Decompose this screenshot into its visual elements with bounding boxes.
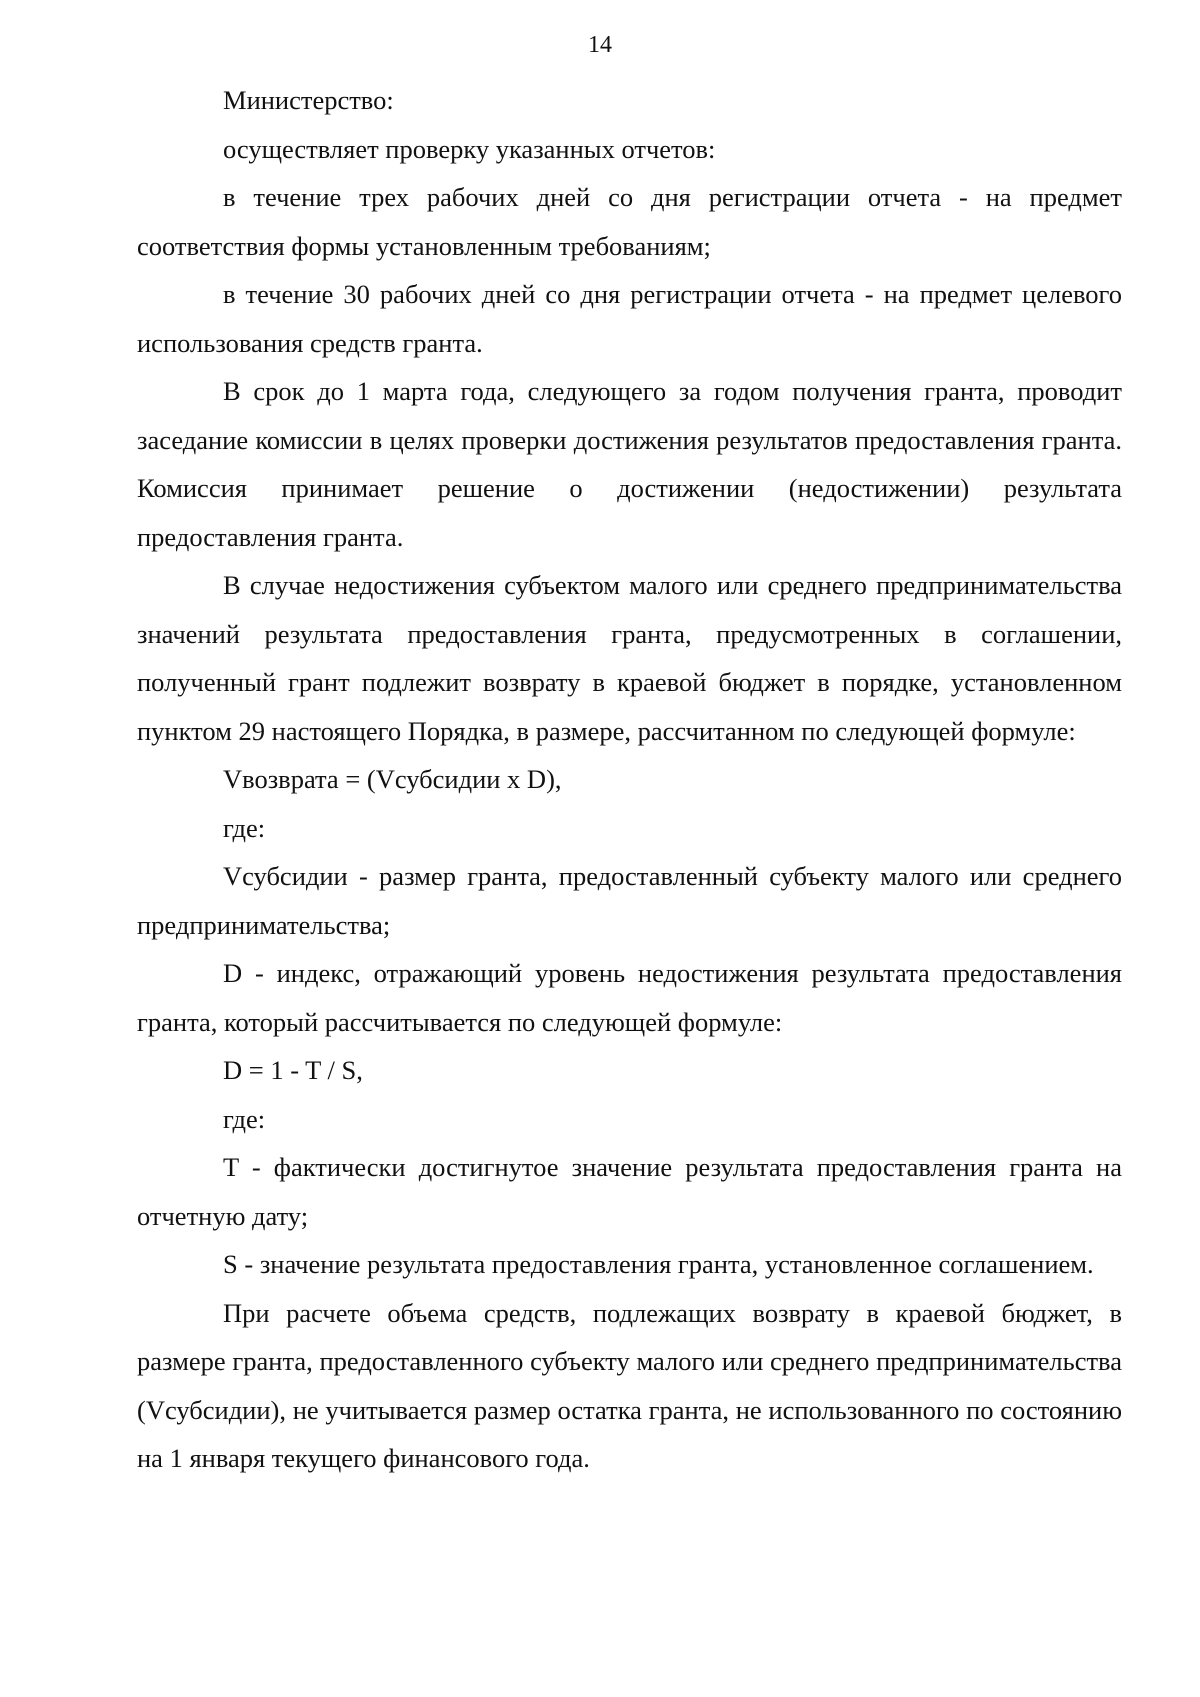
paragraph-calculation-note: При расчете объема средств, подлежащих возврату в краевой бюджет, в размере гранта, предоставленного субъекту малого или среднего предпринимательства (Vсубсидии), не учитывается размер остатка гранта, не использованного по состоянию на 1 января текущего финансового года.: [137, 1297, 1122, 1473]
definition-d-index: D - индекс, отражающий уровень недостижения результата предоставления гранта, который рассчитывается по следующей формуле:: [137, 958, 1122, 1037]
paragraph-report-check: осуществляет проверку указанных отчетов:: [223, 133, 716, 164]
paragraph-thirty-days: в течение 30 рабочих дней со дня регистрации отчета - на предмет целевого использования средств гранта.: [137, 279, 1122, 358]
formula-d: D = 1 - T / S,: [223, 1055, 363, 1085]
formula-v-return: Vвозврата = (Vсубсидии x D),: [223, 764, 562, 794]
paragraph-commission-meeting: В срок до 1 марта года, следующего за годом получения гранта, проводит заседание комиссии в целях проверки достижения результатов предоставления гранта. Комиссия принимает решение о достижении (недостижении) результата предоставления гранта.: [137, 376, 1122, 552]
definition-s: S - значение результата предоставления гранта, установленное соглашением.: [223, 1249, 1094, 1279]
paragraph-three-days: в течение трех рабочих дней со дня регистрации отчета - на предмет соответствия формы установленным требованиям;: [137, 182, 1122, 261]
paragraph-ministry-heading: Министерство:: [223, 85, 394, 115]
where-label-2: где:: [223, 1103, 266, 1134]
where-label-1: где:: [223, 812, 266, 843]
page-number: 14: [588, 32, 612, 58]
definition-v-subsidy: Vсубсидии - размер гранта, предоставленный субъекту малого или среднего предпринимательства;: [137, 861, 1122, 940]
definition-t: T - фактически достигнутое значение результата предоставления гранта на отчетную дату;: [137, 1152, 1122, 1231]
paragraph-grant-return: В случае недостижения субъектом малого или среднего предпринимательства значений результата предоставления гранта, предусмотренных в соглашении, полученный грант подлежит возврату в краевой бюджет в порядке, установленном пунктом 29 настоящего Порядка, в размере, рассчитанном по следующей формуле:: [137, 570, 1122, 746]
document-body: [137, 76, 1122, 1483]
